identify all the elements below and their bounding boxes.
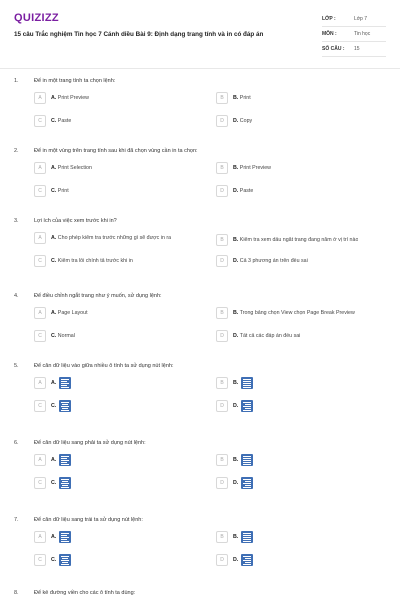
question-text: Để in một vùng trên trang tính sau khi đã chọn vùng cần in ta chọn: xyxy=(34,148,198,154)
option-label: B. xyxy=(233,95,239,101)
question-text: Để căn dữ liệu sang phải ta sử dụng nút lệnh: xyxy=(34,440,146,446)
answer-option[interactable] xyxy=(34,232,209,244)
option-letter-box: A xyxy=(34,92,46,104)
meta-table xyxy=(322,12,386,57)
option-letter-box: B xyxy=(216,234,228,246)
answer-option[interactable] xyxy=(34,400,209,412)
option-letter-box: C xyxy=(34,185,46,197)
answer-option[interactable] xyxy=(216,477,391,489)
answer-option[interactable] xyxy=(216,330,391,342)
option-letter-box: B xyxy=(216,454,228,466)
option-letter-box: D xyxy=(216,185,228,197)
option-letter-box: A xyxy=(34,232,46,244)
option-letter-box: D xyxy=(216,255,228,267)
quizizz-logo: QUIZIZZ xyxy=(14,12,59,24)
meta-row-class xyxy=(322,12,386,27)
option-label: D. xyxy=(233,258,239,264)
answer-option[interactable] xyxy=(216,554,391,566)
option-text: Normal xyxy=(57,333,75,339)
question-text: Để điều chỉnh ngắt trang như ý muốn, sử dụng lệnh: xyxy=(34,293,162,299)
option-label: C. xyxy=(51,557,57,563)
answer-option[interactable] xyxy=(34,531,209,543)
question-number: 2. xyxy=(14,148,19,154)
option-label: C. xyxy=(51,188,57,194)
question-number: 1. xyxy=(14,78,19,84)
header-divider xyxy=(0,68,400,69)
option-label: A. xyxy=(51,380,57,386)
option-text: Paste xyxy=(239,188,254,194)
align-left-icon xyxy=(59,454,71,466)
option-letter-box: B xyxy=(216,377,228,389)
meta-key: LỚP : xyxy=(322,16,336,22)
option-letter-box: A xyxy=(34,307,46,319)
align-center-icon xyxy=(59,554,71,566)
option-text: Print xyxy=(239,95,251,101)
option-text: Tất cả các đáp án đều sai xyxy=(239,333,301,339)
answer-option[interactable] xyxy=(34,454,209,466)
question-text: Để căn dữ liệu vào giữa nhiều ô tính ta sử dụng nút lệnh: xyxy=(34,363,174,369)
option-letter-box: C xyxy=(34,400,46,412)
option-letter-box: B xyxy=(216,531,228,543)
question-text: Để kẻ đường viền cho các ô tính ta dùng: xyxy=(34,590,136,596)
align-center-icon xyxy=(59,477,71,489)
option-label: B. xyxy=(233,165,239,171)
merge-center-icon xyxy=(241,454,253,466)
option-text: Cho phép kiểm tra trước những gì sẽ được in ra xyxy=(57,235,172,241)
answer-option[interactable] xyxy=(216,454,391,466)
option-text: Copy xyxy=(239,118,253,124)
align-left-icon xyxy=(59,377,71,389)
option-label: B. xyxy=(233,380,239,386)
meta-key: MÔN : xyxy=(322,31,337,37)
align-center-icon xyxy=(59,400,71,412)
question-number: 6. xyxy=(14,440,19,446)
meta-row-count xyxy=(322,42,386,57)
option-text: Paste xyxy=(57,118,72,124)
option-letter-box: D xyxy=(216,115,228,127)
option-label: A. xyxy=(51,95,57,101)
question-number: 7. xyxy=(14,517,19,523)
answer-option[interactable] xyxy=(34,162,209,174)
answer-option[interactable] xyxy=(34,477,209,489)
option-letter-box: C xyxy=(34,554,46,566)
option-label: D. xyxy=(233,188,239,194)
answer-option[interactable] xyxy=(34,115,209,127)
option-label: B. xyxy=(233,310,239,316)
option-label: A. xyxy=(51,457,57,463)
option-letter-box: C xyxy=(34,330,46,342)
question-text: Để căn dữ liệu sang trái ta sử dụng nút lệnh: xyxy=(34,517,143,523)
option-letter-box: A xyxy=(34,377,46,389)
answer-option[interactable] xyxy=(216,92,391,104)
answer-option[interactable] xyxy=(34,185,209,197)
option-label: B. xyxy=(233,236,239,243)
question-text: Lợi ích của việc xem trước khi in? xyxy=(34,218,117,224)
option-letter-box: D xyxy=(216,477,228,489)
meta-key: SỐ CÂU : xyxy=(322,46,345,52)
align-right-icon xyxy=(241,477,253,489)
option-label: C. xyxy=(51,333,57,339)
option-letter-box: B xyxy=(216,307,228,319)
option-text: Trong bảng chọn View chọn Page Break Preview xyxy=(239,310,355,316)
option-text: Print Preview xyxy=(239,165,271,171)
answer-option[interactable] xyxy=(216,232,391,248)
merge-center-icon xyxy=(241,531,253,543)
question-text: Để in một trang tính ta chọn lệnh: xyxy=(34,78,116,84)
option-label: B. xyxy=(233,534,239,540)
meta-row-subject xyxy=(322,27,386,42)
question-number: 4. xyxy=(14,293,19,299)
option-text: Print Preview xyxy=(57,95,89,101)
option-letter-box: B xyxy=(216,162,228,174)
option-label: D. xyxy=(233,333,239,339)
option-letter-box: A xyxy=(34,454,46,466)
option-label: C. xyxy=(51,258,57,264)
option-text: Print Selection xyxy=(57,165,92,171)
answer-option[interactable] xyxy=(216,162,391,174)
option-label: A. xyxy=(51,534,57,540)
answer-option[interactable] xyxy=(216,307,391,319)
answer-option[interactable] xyxy=(216,185,391,197)
answer-option[interactable] xyxy=(34,330,209,342)
worksheet-header xyxy=(14,12,386,60)
option-label: D. xyxy=(233,480,239,486)
answer-option[interactable] xyxy=(216,255,391,267)
option-label: C. xyxy=(51,480,57,486)
answer-option[interactable] xyxy=(216,400,391,412)
option-label: C. xyxy=(51,403,57,409)
option-label: D. xyxy=(233,557,239,563)
meta-value: Lớp 7 xyxy=(354,16,368,22)
answer-option[interactable] xyxy=(34,255,209,267)
option-letter-box: D xyxy=(216,554,228,566)
option-label: C. xyxy=(51,118,57,124)
option-label: A. xyxy=(51,235,57,241)
option-letter-box: C xyxy=(34,115,46,127)
page-title: 15 câu Trắc nghiệm Tin học 7 Cánh diều Bài 9: Định dạng trang tính và in có đáp án xyxy=(14,31,264,38)
option-label: B. xyxy=(233,457,239,463)
align-right-icon xyxy=(241,400,253,412)
answer-option[interactable] xyxy=(34,554,209,566)
question-number: 8. xyxy=(14,590,19,596)
merge-center-icon xyxy=(241,377,253,389)
option-letter-box: D xyxy=(216,330,228,342)
option-label: A. xyxy=(51,165,57,171)
question-number: 5. xyxy=(14,363,19,369)
align-left-icon xyxy=(59,531,71,543)
answer-option[interactable] xyxy=(34,377,209,389)
option-letter-box: C xyxy=(34,255,46,267)
question-number: 3. xyxy=(14,218,19,224)
option-text: Page Layout xyxy=(57,310,88,316)
meta-value: Tin học xyxy=(354,31,371,37)
option-label: A. xyxy=(51,310,57,316)
option-letter-box: B xyxy=(216,92,228,104)
answer-option[interactable] xyxy=(34,92,209,104)
align-right-icon xyxy=(241,554,253,566)
option-text: Kiểm tra xem dấu ngắt trang đang nằm ở vị trí nào xyxy=(239,236,359,243)
answer-option[interactable] xyxy=(216,115,391,127)
answer-option[interactable] xyxy=(34,307,209,319)
option-letter-box: C xyxy=(34,477,46,489)
option-label: D. xyxy=(233,403,239,409)
answer-option[interactable] xyxy=(216,377,391,389)
option-text: Print xyxy=(57,188,69,194)
option-text: Kiểm tra lỗi chính tả trước khi in xyxy=(57,258,133,264)
option-letter-box: A xyxy=(34,531,46,543)
meta-value: 15 xyxy=(354,46,360,52)
option-letter-box: D xyxy=(216,400,228,412)
option-letter-box: A xyxy=(34,162,46,174)
option-label: D. xyxy=(233,118,239,124)
option-text: Cả 3 phương án trên đều sai xyxy=(239,258,308,264)
answer-option[interactable] xyxy=(216,531,391,543)
